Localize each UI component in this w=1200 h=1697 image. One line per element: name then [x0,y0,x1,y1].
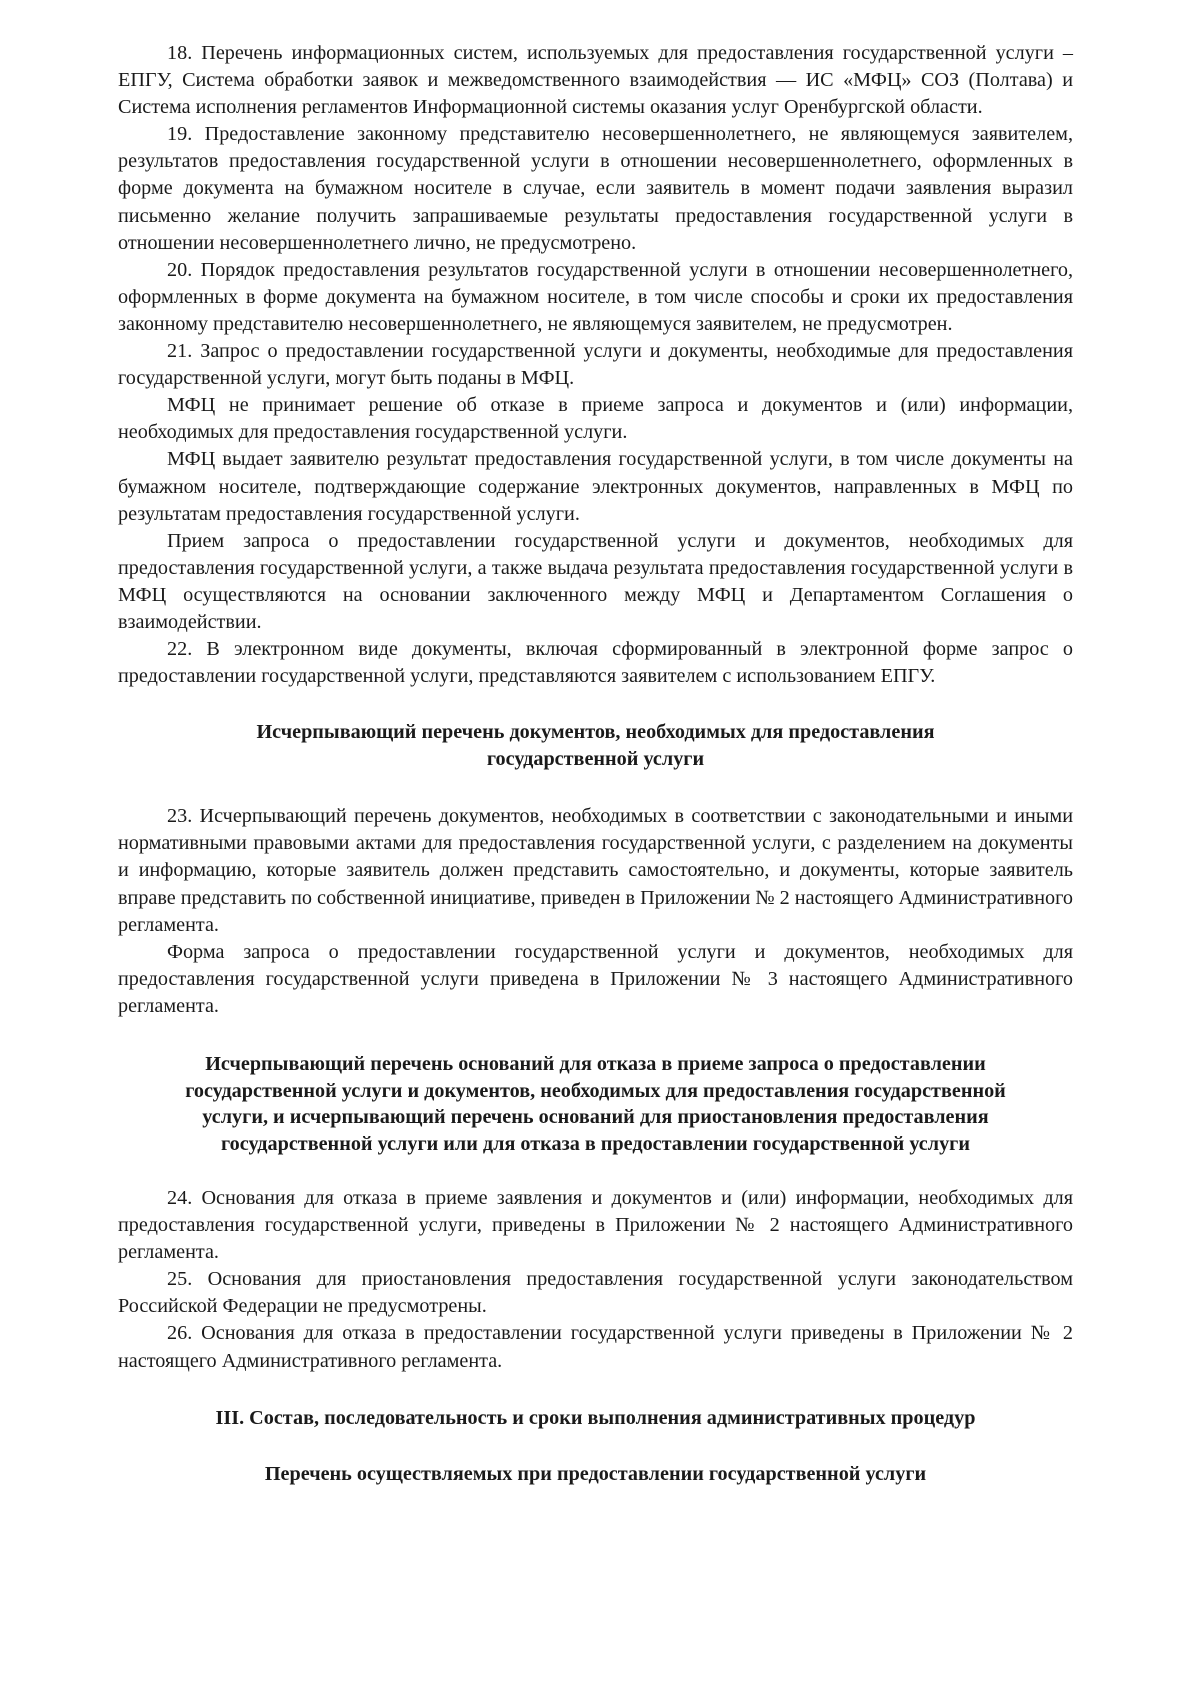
paragraph-21-mfc-issues-result: МФЦ выдает заявителю результат предоставления государственной услуги, в том числе документы на бумажном носителе, подтверждающие содержание электронных документов, направленных в МФЦ по результатам предоставления государственной услуги. [118,448,1073,525]
heading-refusal-grounds [118,1051,1073,1157]
heading-documents-list [118,719,1073,772]
heading-refusal-line-3: услуги, и исчерпывающий перечень оснований для приостановления предоставления [202,1106,989,1128]
paragraph-18: 18. Перечень информационных систем, используемых для предоставления государственной услуги – ЕПГУ, Система обработки заявок и межведомственного взаимодействия — ИС «МФЦ» СОЗ (Полтава) и Система исполнения регламентов Информационной системы оказания услуг Оренбургской области. [118,42,1073,119]
heading-documents-line-1: Исчерпывающий перечень документов, необходимых для предоставления [256,721,935,744]
paragraph-23: 23. Исчерпывающий перечень документов, необходимых в соответствии с законодательными и иными нормативными правовыми актами для предоставления государственной услуги, с разделением на документы и информацию, которые заявитель должен представить самостоятельно, и документы, которые заявитель вправе представить по собственной инициативе, приведен в Приложении № 2 настоящего Административного регламента. [118,805,1073,936]
paragraph-25: 25. Основания для приостановления предоставления государственной услуги законодательством Российской Федерации не предусмотрены. [118,1268,1073,1318]
subsection-title: Перечень осуществляемых при предоставлении государственной услуги [264,1463,927,1486]
heading-refusal-line-4: государственной услуги или для отказа в предоставлении государственной услуги [221,1132,970,1155]
document-page [118,40,1073,1488]
heading-refusal-line-2: государственной услуги и документов, необходимых для предоставления государственной [185,1079,1006,1102]
paragraph-20: 20. Порядок предоставления результатов государственной услуги в отношении несовершеннолетнего, оформленных в форме документа на бумажном носителе, в том числе способы и сроки их предоставления законному представителю несовершеннолетнего, не являющемуся заявителем, не предусмотрен. [118,258,1073,335]
heading-refusal-line-1: Исчерпывающий перечень оснований для отказа в приеме запроса о предоставлении [205,1053,986,1075]
paragraph-23-request-form: Форма запроса о предоставлении государственной услуги и документов, необходимых для предоставления государственной услуги приведена в Приложении № 3 настоящего Административного регламента. [118,940,1073,1017]
paragraph-24: 24. Основания для отказа в приеме заявления и документов и (или) информации, необходимых для предоставления государственной услуги, приведены в Приложении № 2 настоящего Административного регламента. [118,1187,1073,1264]
paragraph-19: 19. Предоставление законному представителю несовершеннолетнего, не являющемуся заявителем, результатов предоставления государственной услуги в отношении несовершеннолетнего, оформленных в форме документа на бумажном носителе в случае, если заявитель в момент подачи заявления выразил письменно желание получить запрашиваемые результаты предоставления государственной услуги в отношении несовершеннолетнего лично, не предусмотрено. [118,123,1073,254]
heading-documents-line-2: государственной услуги [486,747,705,770]
paragraph-26: 26. Основания для отказа в предоставлении государственной услуги приведены в Приложении № 2 настоящего Административного регламента. [118,1322,1073,1372]
paragraph-21: 21. Запрос о предоставлении государственной услуги и документы, необходимые для предоставления государственной услуги, могут быть поданы в МФЦ. [118,340,1073,390]
paragraph-21-mfc-agreement: Прием запроса о предоставлении государственной услуги и документов, необходимых для предоставления государственной услуги, а также выдача результата предоставления государственной услуги в МФЦ осуществляются на основании заключенного между МФЦ и Департаментом Соглашения о взаимодействии. [118,529,1073,633]
paragraph-22: 22. В электронном виде документы, включая сформированный в электронной форме запрос о предоставлении государственной услуги, представляются заявителем с использованием ЕПГУ. [118,638,1073,688]
section-iii-title: III. Состав, последовательность и сроки выполнения административных процедур [215,1406,976,1429]
paragraph-21-mfc-no-refusal: МФЦ не принимает решение об отказе в приеме запроса и документов и (или) информации, необходимых для предоставления государственной услуги. [118,394,1073,444]
